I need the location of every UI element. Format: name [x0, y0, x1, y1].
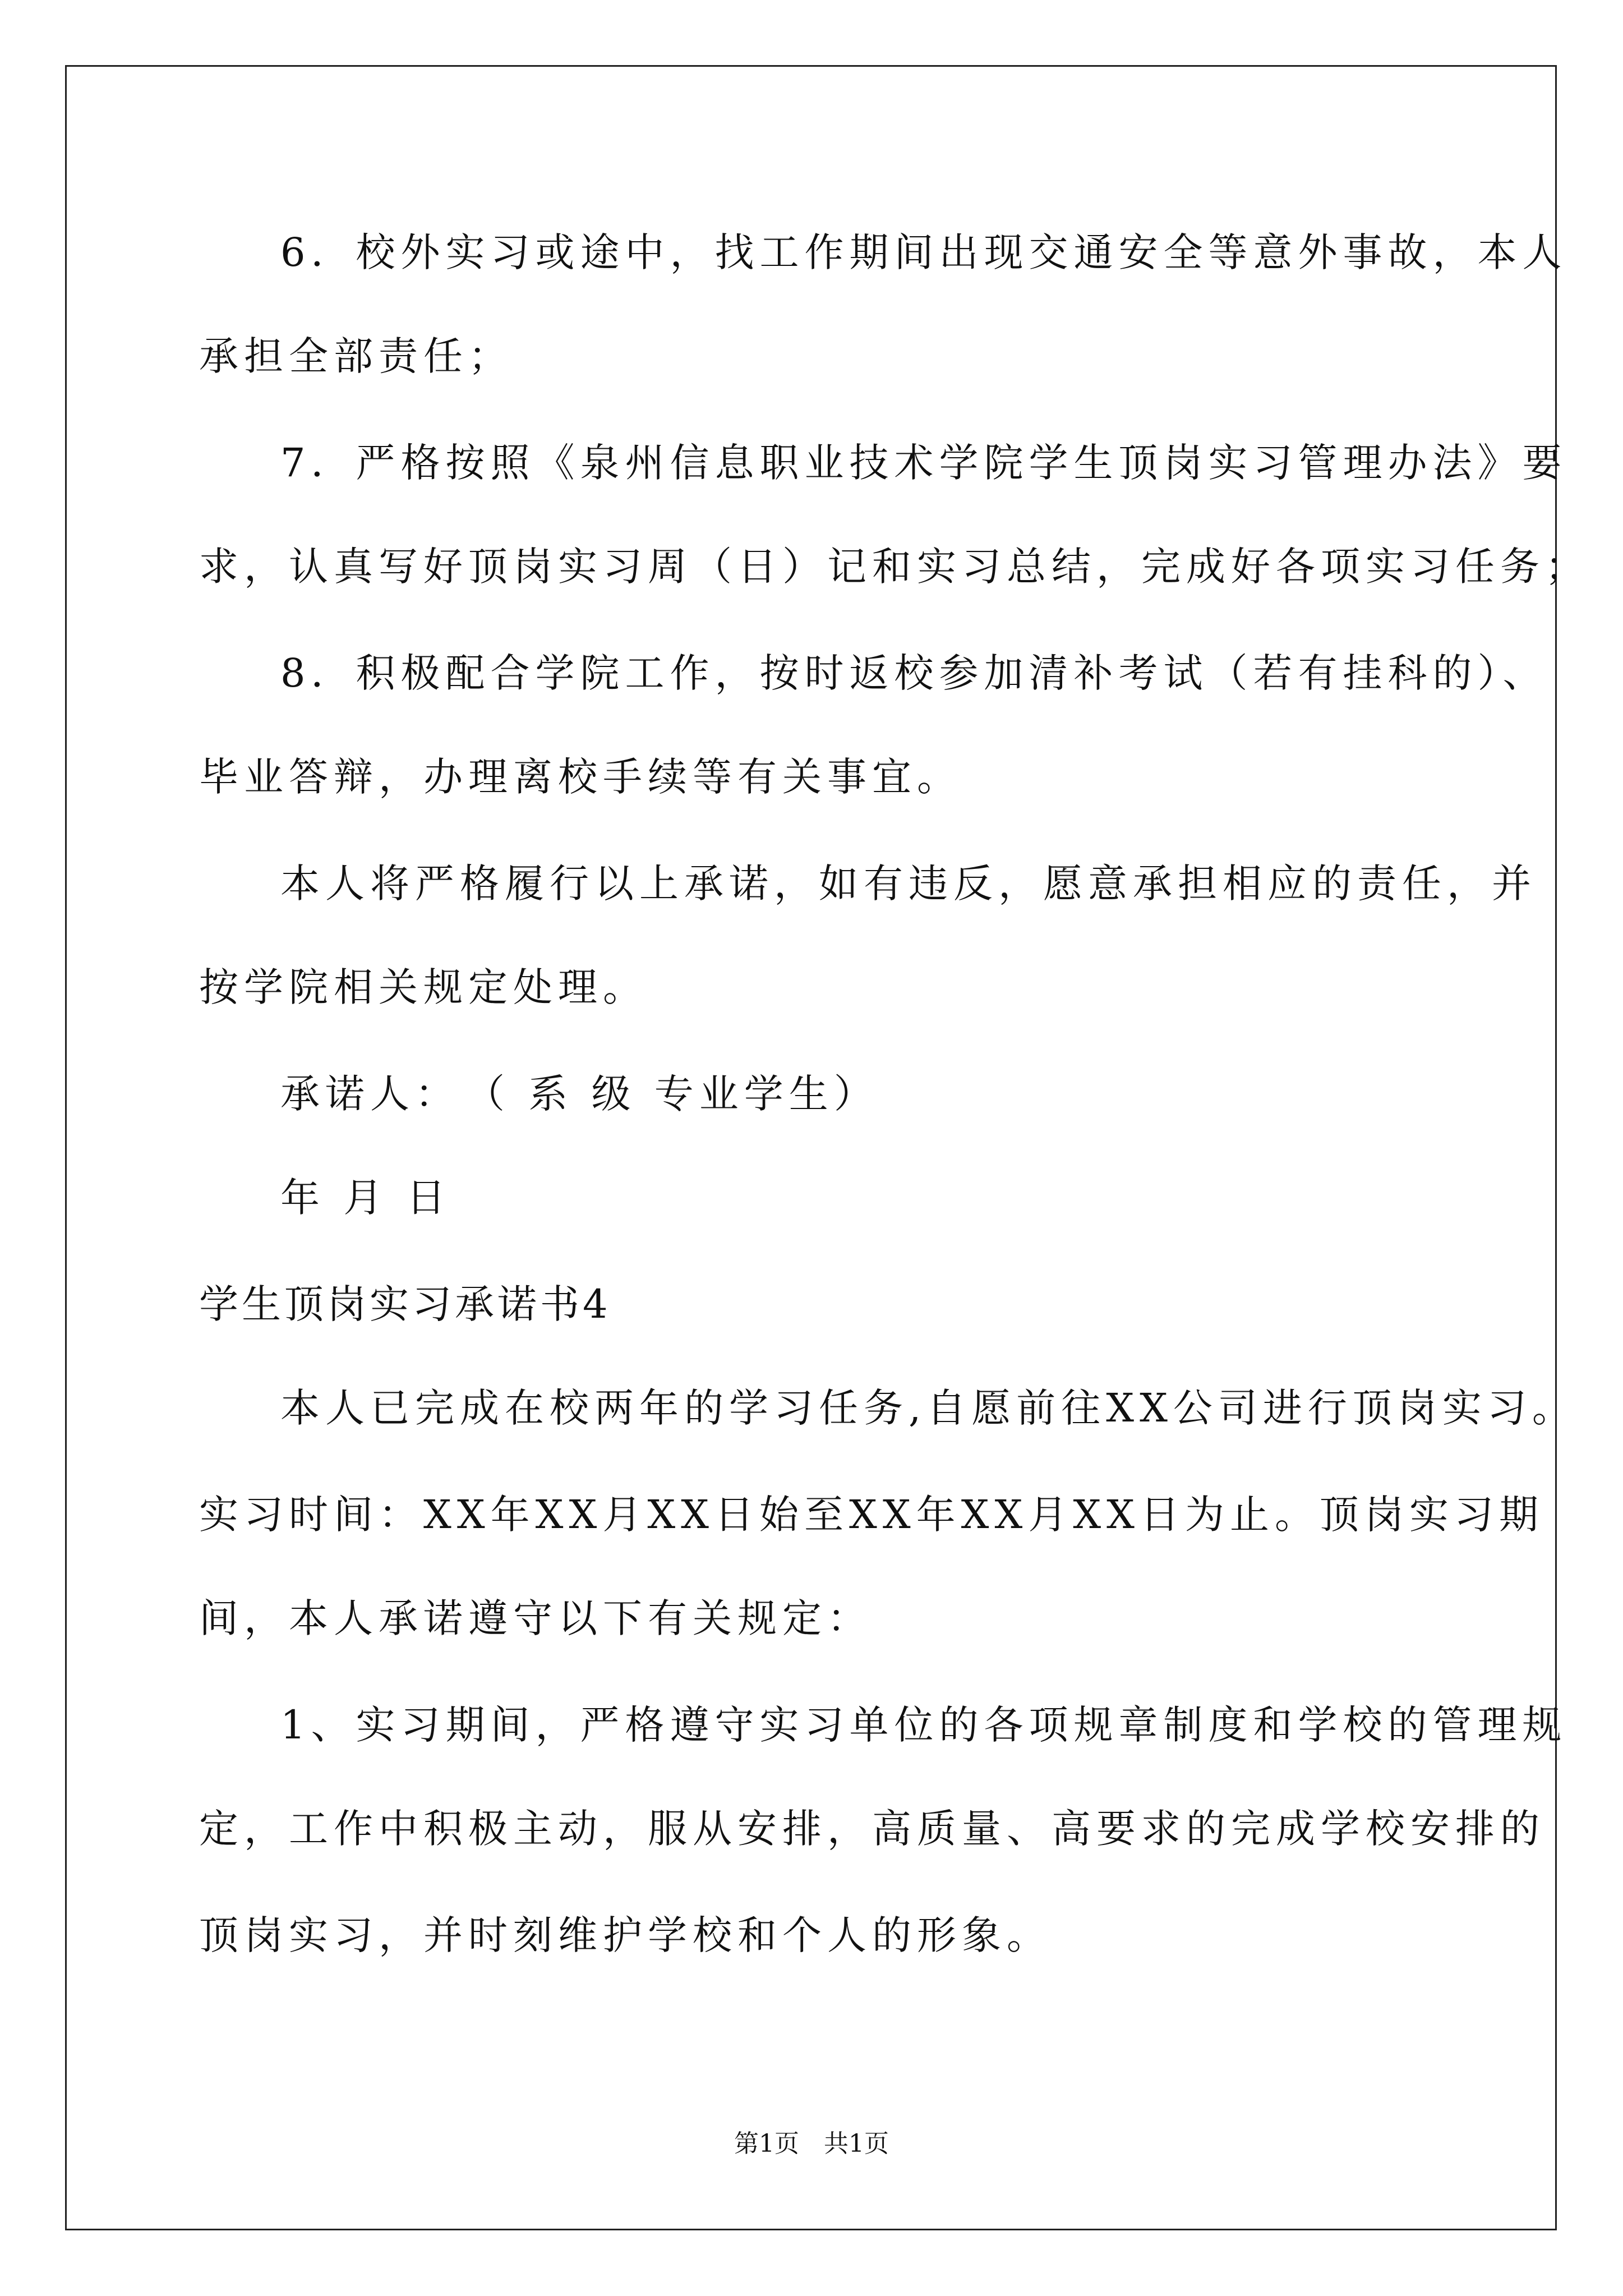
- paragraph-line: 本人已完成在校两年的学习任务,自愿前往XX公司进行顶岗实习。: [280, 1385, 1577, 1431]
- section-heading: 学生顶岗实习承诺书4: [199, 1281, 611, 1327]
- paragraph-line: 定，工作中积极主动，服从安排，高质量、高要求的完成学校安排的: [199, 1806, 1545, 1852]
- paragraph-line: 按学院相关规定处理。: [199, 964, 648, 1010]
- paragraph-line: 间，本人承诺遵守以下有关规定：: [199, 1595, 872, 1641]
- paragraph-line: 承担全部责任；: [199, 333, 513, 379]
- page-total: 共1页: [824, 2129, 889, 2158]
- paragraph-line: 1、实习期间，严格遵守实习单位的各项规章制度和学校的管理规: [280, 1702, 1567, 1748]
- paragraph-line: 8．积极配合学院工作，按时返校参加清补考试（若有挂科的）、: [280, 650, 1548, 696]
- paragraph-line: 求，认真写好顶岗实习周（日）记和实习总结，完成好各项实习任务；: [199, 544, 1590, 590]
- paragraph-line: 毕业答辩，办理离校手续等有关事宜。: [199, 754, 962, 800]
- paragraph-line: 7．严格按照《泉州信息职业技术学院学生顶岗实习管理办法》要: [280, 440, 1567, 486]
- page-border: [65, 65, 1557, 2230]
- date-line: 年 月 日: [280, 1175, 451, 1221]
- paragraph-line: 本人将严格履行以上承诺，如有违反，愿意承担相应的责任，并: [280, 861, 1537, 907]
- signature-line: 承诺人： （ 系 级 专业学生）: [280, 1071, 879, 1117]
- page-footer: [0, 2129, 1623, 2158]
- paragraph-line: 实习时间：XX年XX月XX日始至XX年XX月XX日为止。顶岗实习期: [199, 1492, 1544, 1538]
- paragraph-line: 6．校外实习或途中，找工作期间出现交通安全等意外事故，本人: [280, 229, 1567, 275]
- page-number: 第1页: [734, 2129, 799, 2158]
- paragraph-line: 顶岗实习，并时刻维护学校和个人的形象。: [199, 1912, 1052, 1958]
